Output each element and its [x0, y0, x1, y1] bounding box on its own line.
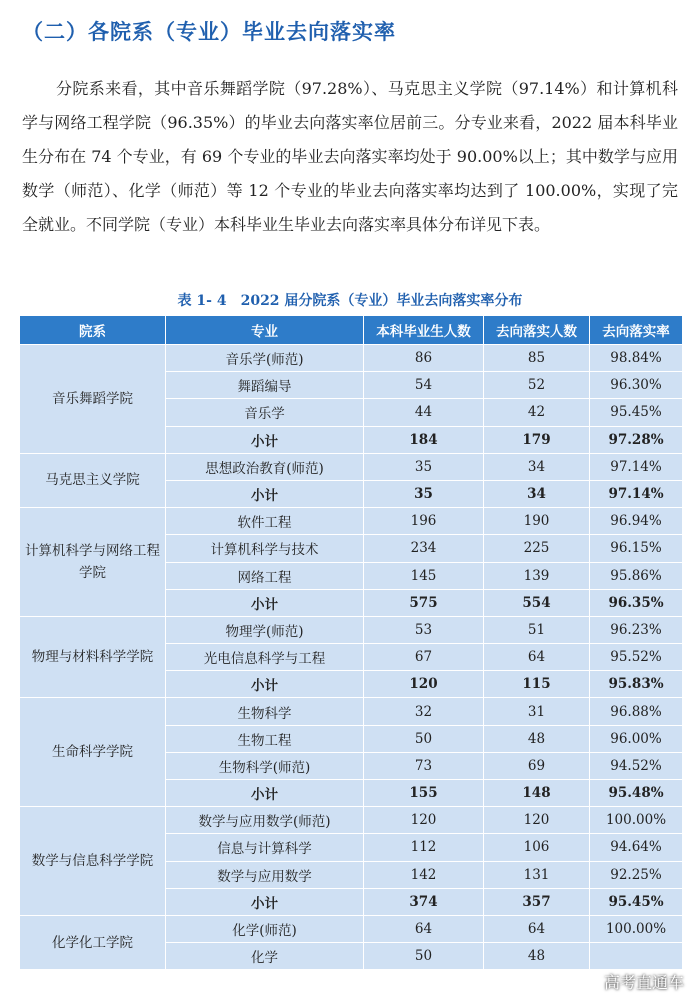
- placed-cell: 115: [484, 671, 590, 698]
- graduates-cell: 50: [364, 943, 484, 970]
- header-rate: 去向落实率: [590, 316, 683, 345]
- graduates-cell: 32: [364, 698, 484, 725]
- major-cell: 信息与计算科学: [166, 834, 364, 861]
- major-cell: 软件工程: [166, 508, 364, 535]
- placed-cell: 131: [484, 861, 590, 888]
- placed-cell: 190: [484, 508, 590, 535]
- placed-cell: 85: [484, 345, 590, 372]
- placed-cell: 179: [484, 426, 590, 453]
- major-cell: 生物科学(师范): [166, 752, 364, 779]
- placed-cell: 48: [484, 943, 590, 970]
- placed-cell: 48: [484, 725, 590, 752]
- major-cell: 音乐学(师范): [166, 345, 364, 372]
- graduates-cell: 120: [364, 671, 484, 698]
- rate-cell: 96.94%: [590, 508, 683, 535]
- graduates-cell: 35: [364, 453, 484, 480]
- placed-cell: 52: [484, 372, 590, 399]
- graduates-cell: 86: [364, 345, 484, 372]
- table-row: [20, 345, 683, 372]
- major-cell: 音乐学: [166, 399, 364, 426]
- rate-cell: 95.48%: [590, 780, 683, 807]
- major-cell: 生物工程: [166, 725, 364, 752]
- placed-cell: 42: [484, 399, 590, 426]
- rate-cell: 97.14%: [590, 453, 683, 480]
- table-row: [20, 453, 683, 480]
- graduates-cell: 184: [364, 426, 484, 453]
- major-cell: 小计: [166, 671, 364, 698]
- college-cell: 物理与材料科学学院: [20, 616, 166, 698]
- graduates-cell: 73: [364, 752, 484, 779]
- major-cell: 小计: [166, 589, 364, 616]
- section-heading: （二）各院系（专业）毕业去向落实率: [22, 20, 396, 44]
- rate-cell: 95.45%: [590, 888, 683, 915]
- major-cell: 舞蹈编导: [166, 372, 364, 399]
- college-cell: 马克思主义学院: [20, 453, 166, 507]
- graduates-cell: 35: [364, 480, 484, 507]
- placed-cell: 120: [484, 807, 590, 834]
- placed-cell: 34: [484, 453, 590, 480]
- major-cell: 数学与应用数学: [166, 861, 364, 888]
- header-college: 院系: [20, 316, 166, 345]
- graduates-cell: 54: [364, 372, 484, 399]
- graduates-cell: 120: [364, 807, 484, 834]
- header-placed: 去向落实人数: [484, 316, 590, 345]
- major-cell: 物理学(师范): [166, 616, 364, 643]
- placed-cell: 64: [484, 915, 590, 942]
- table-row: [20, 616, 683, 643]
- placed-cell: 51: [484, 616, 590, 643]
- rate-cell: 92.25%: [590, 861, 683, 888]
- placed-cell: 34: [484, 480, 590, 507]
- graduates-cell: 145: [364, 562, 484, 589]
- table-row: [20, 698, 683, 725]
- rate-cell: 94.64%: [590, 834, 683, 861]
- rate-cell: 95.86%: [590, 562, 683, 589]
- graduates-cell: 67: [364, 644, 484, 671]
- placed-cell: 106: [484, 834, 590, 861]
- header-major: 专业: [166, 316, 364, 345]
- table-row: [20, 915, 683, 942]
- graduates-cell: 142: [364, 861, 484, 888]
- placed-cell: 225: [484, 535, 590, 562]
- placed-cell: 139: [484, 562, 590, 589]
- college-cell: 音乐舞蹈学院: [20, 345, 166, 454]
- graduates-cell: 575: [364, 589, 484, 616]
- major-cell: 思想政治教育(师范): [166, 453, 364, 480]
- major-cell: 小计: [166, 888, 364, 915]
- placed-cell: 69: [484, 752, 590, 779]
- table-caption: 表 1- 4 2022 届分院系（专业）毕业去向落实率分布: [177, 293, 523, 309]
- graduates-cell: 155: [364, 780, 484, 807]
- graduates-cell: 374: [364, 888, 484, 915]
- major-cell: 小计: [166, 426, 364, 453]
- major-cell: 小计: [166, 780, 364, 807]
- rate-cell: 95.52%: [590, 644, 683, 671]
- rate-cell: [590, 943, 683, 970]
- graduates-cell: 234: [364, 535, 484, 562]
- major-cell: 数学与应用数学(师范): [166, 807, 364, 834]
- graduates-cell: 44: [364, 399, 484, 426]
- table-row: [20, 508, 683, 535]
- rate-cell: 96.00%: [590, 725, 683, 752]
- summary-paragraph: 分院系来看，其中音乐舞蹈学院（97.28%）、马克思主义学院（97.14%）和计算机科学与网络工程学院（96.35%）的毕业去向落实率位居前三。分专业来看，2022 届本科毕业生分布在 74 个专业，有 69 个专业的毕业去向落实率均处于 90.00%以上；其中数学与应用数学（师范）、化学（师范）等 12 个专业的毕业去向落实率均达到了 100.00%，实现了完全就业。不同学院（专业）本科毕业生毕业去向落实率具体分布详见下表。: [22, 79, 678, 234]
- placed-cell: 554: [484, 589, 590, 616]
- major-cell: 网络工程: [166, 562, 364, 589]
- graduates-cell: 112: [364, 834, 484, 861]
- major-cell: 计算机科学与技术: [166, 535, 364, 562]
- watermark-text: 高考直通车: [603, 973, 684, 992]
- placed-cell: 64: [484, 644, 590, 671]
- rate-cell: 95.83%: [590, 671, 683, 698]
- rate-cell: 94.52%: [590, 752, 683, 779]
- major-cell: 化学(师范): [166, 915, 364, 942]
- rate-cell: 97.28%: [590, 426, 683, 453]
- rate-cell: 96.30%: [590, 372, 683, 399]
- college-cell: 化学化工学院: [20, 915, 166, 969]
- graduates-cell: 53: [364, 616, 484, 643]
- placed-cell: 31: [484, 698, 590, 725]
- placed-cell: 357: [484, 888, 590, 915]
- rate-cell: 100.00%: [590, 915, 683, 942]
- table-body: [20, 345, 683, 970]
- rate-cell: 95.45%: [590, 399, 683, 426]
- major-cell: 光电信息科学与工程: [166, 644, 364, 671]
- major-cell: 小计: [166, 480, 364, 507]
- table-header-row: [20, 316, 683, 345]
- rate-cell: 100.00%: [590, 807, 683, 834]
- placement-rate-table: [19, 315, 683, 970]
- placed-cell: 148: [484, 780, 590, 807]
- college-cell: 计算机科学与网络工程学院: [20, 508, 166, 617]
- major-cell: 化学: [166, 943, 364, 970]
- rate-cell: 97.14%: [590, 480, 683, 507]
- college-cell: 数学与信息科学学院: [20, 807, 166, 916]
- graduates-cell: 50: [364, 725, 484, 752]
- graduates-cell: 64: [364, 915, 484, 942]
- college-cell: 生命科学学院: [20, 698, 166, 807]
- rate-cell: 98.84%: [590, 345, 683, 372]
- header-graduates: 本科毕业生人数: [364, 316, 484, 345]
- rate-cell: 96.88%: [590, 698, 683, 725]
- rate-cell: 96.15%: [590, 535, 683, 562]
- rate-cell: 96.23%: [590, 616, 683, 643]
- rate-cell: 96.35%: [590, 589, 683, 616]
- graduates-cell: 196: [364, 508, 484, 535]
- major-cell: 生物科学: [166, 698, 364, 725]
- table-row: [20, 807, 683, 834]
